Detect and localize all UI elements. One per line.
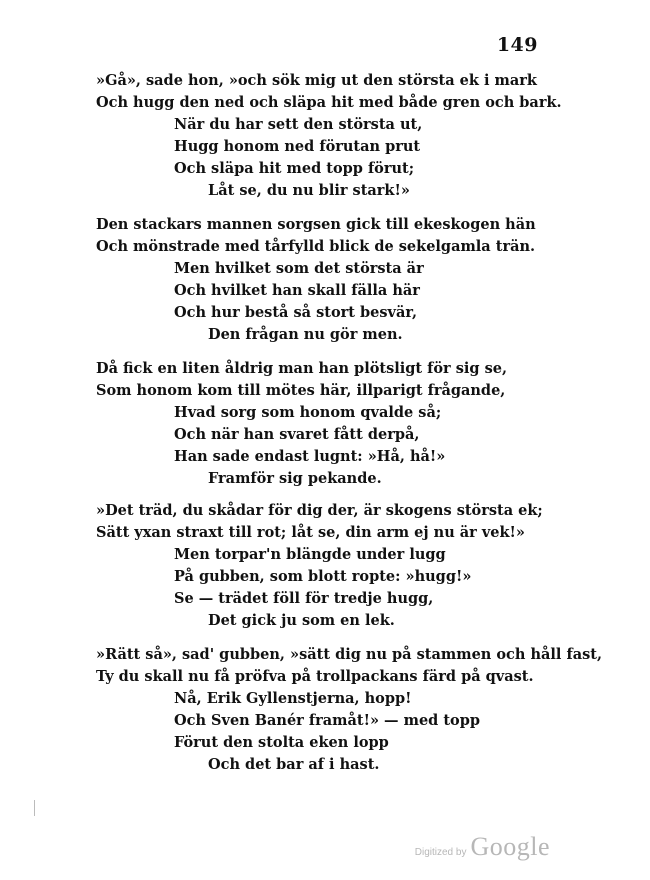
verse-line: Den stackars mannen sorgsen gick till ekeskogen hän	[96, 216, 536, 233]
verse-line: Och släpa hit med topp förut;	[174, 160, 415, 177]
verse-line: Han sade endast lugnt: »Hå, hå!»	[174, 448, 446, 465]
watermark-prefix: Digitized by	[414, 847, 467, 858]
verse-line: På gubben, som blott ropte: »hugg!»	[174, 568, 472, 585]
verse-line: Nå, Erik Gyllenstjerna, hopp!	[174, 690, 412, 707]
verse-line: »Gå», sade hon, »och sök mig ut den största ek i mark	[96, 72, 537, 89]
verse-line: Och det bar af i hast.	[208, 756, 380, 773]
verse-line: Då fick en liten åldrig man han plötsligt för sig se,	[96, 360, 508, 377]
verse-line: Hvad sorg som honom qvalde så;	[174, 404, 442, 421]
verse-line: Och mönstrade med tårfylld blick de sekelgamla trän.	[96, 238, 536, 255]
verse-line: Men torpar'n blängde under lugg	[174, 546, 446, 563]
verse-line: Men hvilket som det största är	[174, 260, 424, 277]
verse-line: Och hvilket han skall fälla här	[174, 282, 420, 299]
verse-line: Och hur bestå så stort besvär,	[174, 304, 417, 321]
digitized-watermark	[415, 832, 550, 862]
page-number: 149	[496, 34, 538, 56]
verse-line: »Rätt så», sad' gubben, »sätt dig nu på stammen och håll fast,	[96, 646, 603, 663]
verse-line: Ty du skall nu få pröfva på trollpackans färd på qvast.	[96, 668, 534, 685]
verse-line: Sätt yxan straxt till rot; låt se, din arm ej nu är vek!»	[96, 524, 525, 541]
verse-line: Som honom kom till mötes här, illparigt frågande,	[96, 382, 506, 399]
verse-line: Den frågan nu gör men.	[208, 326, 403, 343]
verse-line: Låt se, du nu blir stark!»	[208, 182, 410, 199]
verse-line: »Det träd, du skådar för dig der, är skogens största ek;	[96, 502, 543, 519]
verse-line: Förut den stolta eken lopp	[174, 734, 389, 751]
verse-line: Och hugg den ned och släpa hit med både gren och bark.	[96, 94, 562, 111]
verse-line: När du har sett den största ut,	[174, 116, 423, 133]
verse-line: Och när han svaret fått derpå,	[174, 426, 420, 443]
verse-line: Se — trädet föll för tredje hugg,	[174, 590, 434, 607]
verse-line: Det gick ju som en lek.	[208, 612, 395, 629]
verse-line: Framför sig pekande.	[208, 470, 382, 487]
margin-mark	[34, 800, 35, 816]
verse-line: Hugg honom ned förutan prut	[174, 138, 421, 155]
verse-line: Och Sven Banér framåt!» — med topp	[174, 712, 481, 729]
google-logo: Google	[470, 832, 550, 861]
